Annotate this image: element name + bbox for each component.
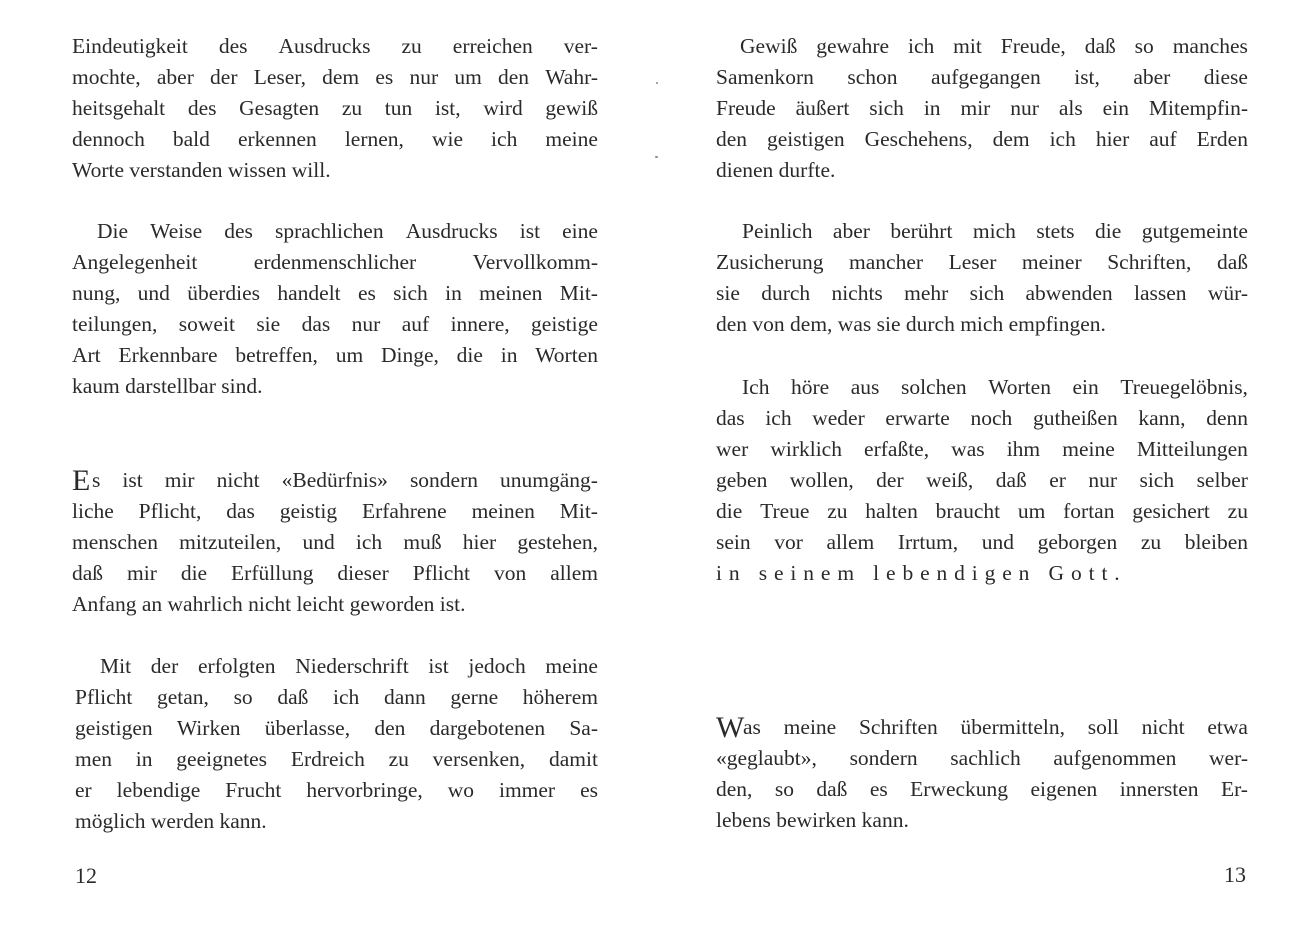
- text-line: Mit der erfolgten Niederschrift ist jedoch meine: [100, 654, 598, 678]
- text-line: menschen mitzuteilen, und ich muß hier gestehen,: [72, 530, 598, 554]
- text-line: Peinlich aber berührt mich stets die gutgemeinte: [742, 219, 1248, 243]
- text-line: die Treue zu halten braucht um fortan gesichert zu: [716, 499, 1248, 523]
- text-line: Die Weise des sprachlichen Ausdrucks ist eine: [97, 219, 598, 243]
- text-line: teilungen, soweit sie das nur auf innere, geistige: [72, 312, 598, 336]
- text-line: dienen durfte.: [716, 158, 836, 182]
- text-line: wer wirklich erfaßte, was ihm meine Mitteilungen: [716, 437, 1248, 461]
- text-line: as meine Schriften übermitteln, soll nicht etwa: [743, 715, 1248, 739]
- text-line: Worte verstanden wissen will.: [72, 158, 331, 182]
- text-line: Angelegenheit erdenmenschlicher Vervollkomm-: [72, 250, 598, 274]
- text-line: er lebendige Frucht hervorbringe, wo immer es: [75, 778, 598, 802]
- text-line: kaum darstellbar sind.: [72, 374, 263, 398]
- text-line: geistigen Wirken überlasse, den dargebotenen Sa-: [75, 716, 598, 740]
- text-line: s ist mir nicht «Bedürfnis» sondern unumgäng-: [92, 468, 598, 492]
- text-line: Zusicherung mancher Leser meiner Schriften, daß: [716, 250, 1248, 274]
- text-line: den von dem, was sie durch mich empfingen.: [716, 312, 1106, 336]
- text-line: geben wollen, der weiß, daß er nur sich selber: [716, 468, 1248, 492]
- scan-speck: [656, 82, 658, 84]
- right-page: [650, 0, 1300, 940]
- text-line: men in geeignetes Erdreich zu versenken, damit: [75, 747, 598, 771]
- text-line: Anfang an wahrlich nicht leicht geworden ist.: [72, 592, 466, 616]
- text-line: mochte, aber der Leser, dem es nur um den Wahr-: [72, 65, 598, 89]
- text-line: den, so daß es Erweckung eigenen innersten Er-: [716, 777, 1248, 801]
- drop-cap: W: [716, 711, 745, 744]
- text-line: Pflicht getan, so daß ich dann gerne höherem: [75, 685, 598, 709]
- page-number: 12: [75, 863, 97, 888]
- text-line: nung, und überdies handelt es sich in meinen Mit-: [72, 281, 598, 305]
- text-line: liche Pflicht, das geistig Erfahrene meinen Mit-: [72, 499, 598, 523]
- text-line: sein vor allem Irrtum, und geborgen zu bleiben: [716, 530, 1248, 554]
- text-line: Samenkorn schon aufgegangen ist, aber diese: [716, 65, 1248, 89]
- page-number: 13: [1224, 862, 1246, 887]
- text-line: heitsgehalt des Gesagten zu tun ist, wird gewiß: [72, 96, 598, 120]
- text-line: sie durch nichts mehr sich abwenden lassen wür-: [716, 281, 1248, 305]
- text-line: Freude äußert sich in mir nur als ein Mitempfin-: [716, 96, 1248, 120]
- text-line: «geglaubt», sondern sachlich aufgenommen wer-: [716, 746, 1248, 770]
- text-line: das ich weder erwarte noch gutheißen kann, denn: [716, 406, 1248, 430]
- text-line: Gewiß gewahre ich mit Freude, daß so manches: [740, 34, 1248, 58]
- text-line: den geistigen Geschehens, dem ich hier auf Erden: [716, 127, 1248, 151]
- text-line: Eindeutigkeit des Ausdrucks zu erreichen ver-: [72, 34, 598, 58]
- text-line: möglich werden kann.: [75, 809, 267, 833]
- text-line: lebens bewirken kann.: [716, 808, 909, 832]
- text-line: daß mir die Erfüllung dieser Pflicht von allem: [72, 561, 598, 585]
- text-line: Art Erkennbare betreffen, um Dinge, die in Worten: [72, 343, 598, 367]
- scan-speck: [655, 156, 658, 158]
- text-line: Ich höre aus solchen Worten ein Treuegelöbnis,: [742, 375, 1248, 399]
- drop-cap: E: [72, 464, 91, 497]
- text-line: in seinem lebendigen Gott.: [716, 561, 1127, 585]
- text-line: dennoch bald erkennen lernen, wie ich meine: [72, 127, 598, 151]
